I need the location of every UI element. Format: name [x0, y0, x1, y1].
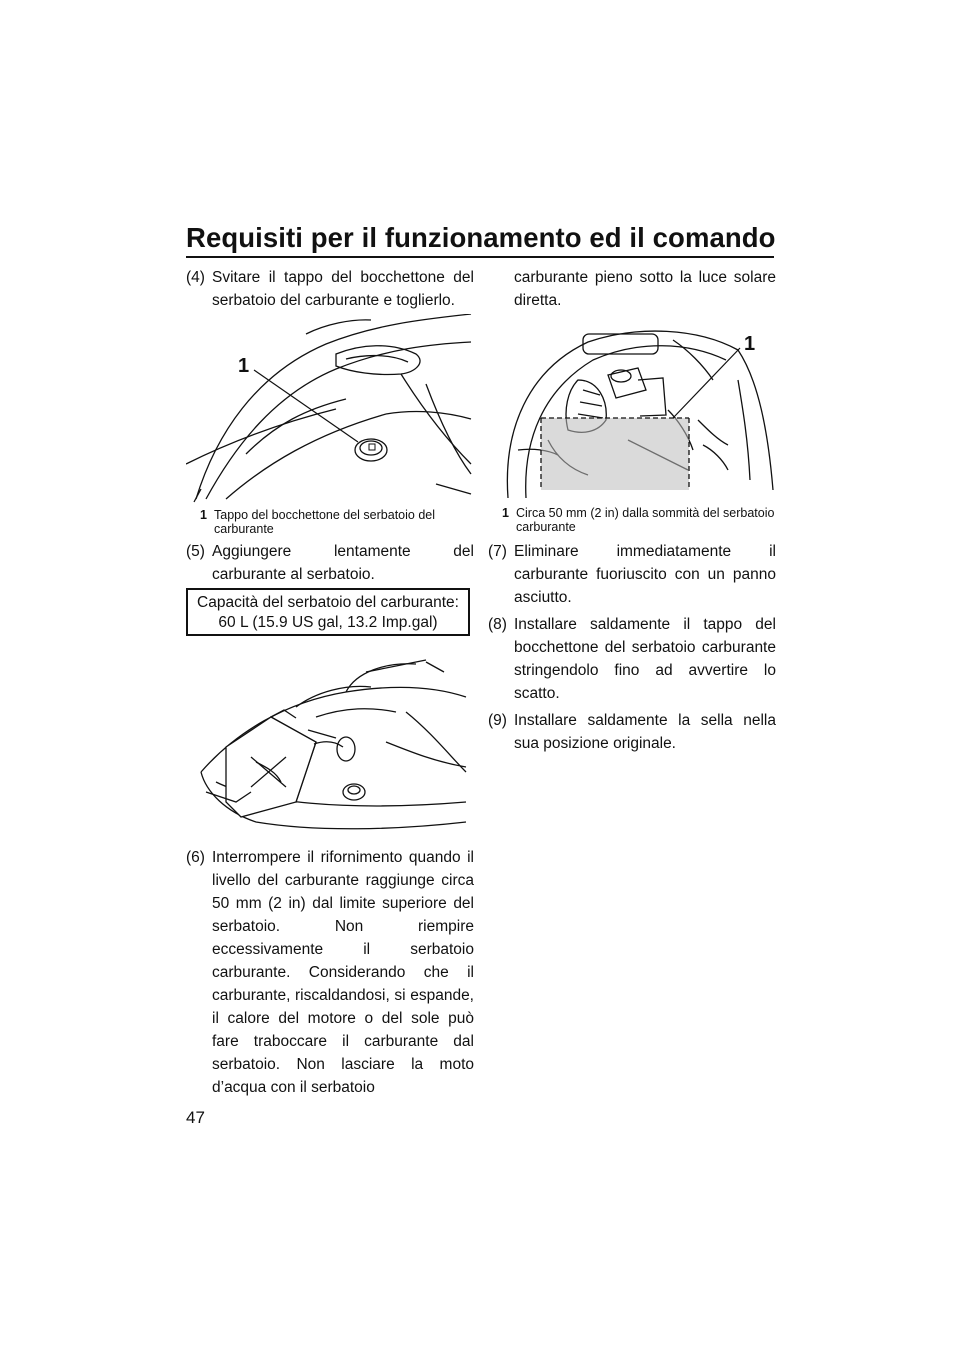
refueling-illustration — [196, 652, 472, 832]
step-5 — [186, 540, 474, 586]
caption-number: 1 — [200, 508, 207, 522]
step-number: (9) — [488, 712, 507, 729]
fuel-capacity-spec — [186, 588, 470, 636]
left-column-bottom — [186, 846, 474, 1099]
title-rule — [186, 256, 774, 258]
figure-refueling — [196, 652, 472, 832]
step-number: (5) — [186, 543, 205, 560]
page-number: 47 — [186, 1108, 205, 1127]
filler-cap-illustration — [186, 314, 476, 504]
step-8 — [488, 613, 776, 705]
step-number: (8) — [488, 616, 507, 633]
page-title: Requisiti per il funzionamento ed il comando — [186, 222, 776, 253]
left-column — [186, 266, 474, 312]
step-4 — [186, 266, 474, 312]
caption-number: 1 — [502, 506, 509, 520]
step-text: Svitare il tappo del bocchettone del serbatoio del carburante e toglierlo. — [212, 269, 474, 309]
step-text: Installare saldamente il tappo del bocchettone del serbatoio carburante stringendolo fino ad avvertire lo scatto. — [514, 616, 776, 702]
step-text: Aggiungere lentamente del carburante al serbatoio. — [212, 543, 474, 583]
figure-callout: 1 — [744, 333, 756, 355]
fuel-tank-illustration — [488, 320, 776, 500]
spec-label: Capacità del serbatoio del carburante: — [197, 594, 459, 611]
step-6 — [186, 846, 474, 1099]
figure-caption — [186, 508, 476, 536]
step-7 — [488, 540, 776, 609]
step-text: Interrompere il rifornimento quando il livello del carburante raggiunge circa 50 mm (2 in) dal limite superiore del serbatoio. Non riempire eccessivamente il serbatoio carburante. Considerando che il carburante, riscaldandosi, si espande, il calore del motore o del sole può fare traboccare il carburante dal serbatoio. Non lasciare la moto d’acqua con il serbatoio — [212, 849, 474, 1096]
caption-text: Circa 50 mm (2 in) dalla sommità del serbatoio carburante — [516, 506, 775, 534]
figure-caption — [488, 506, 776, 534]
step-6-continued: carburante pieno sotto la luce solare diretta. — [514, 269, 776, 309]
step-text: Installare saldamente la sella nella sua posizione originale. — [514, 712, 776, 752]
step-number: (7) — [488, 543, 507, 560]
figure-fuel-tank — [488, 320, 776, 534]
step-number: (4) — [186, 269, 205, 286]
figure-callout: 1 — [238, 355, 250, 377]
spec-value: 60 L (15.9 US gal, 13.2 Imp.gal) — [218, 614, 438, 631]
caption-text: Tappo del bocchettone del serbatoio del carburante — [214, 508, 435, 536]
step-9 — [488, 709, 776, 755]
left-column-lower — [186, 540, 474, 586]
right-column-lower — [488, 540, 776, 755]
figure-filler-cap — [186, 314, 476, 534]
step-number: (6) — [186, 849, 205, 866]
right-column — [488, 266, 776, 312]
step-text: Eliminare immediatamente il carburante fuoriuscito con un panno asciutto. — [514, 543, 776, 606]
